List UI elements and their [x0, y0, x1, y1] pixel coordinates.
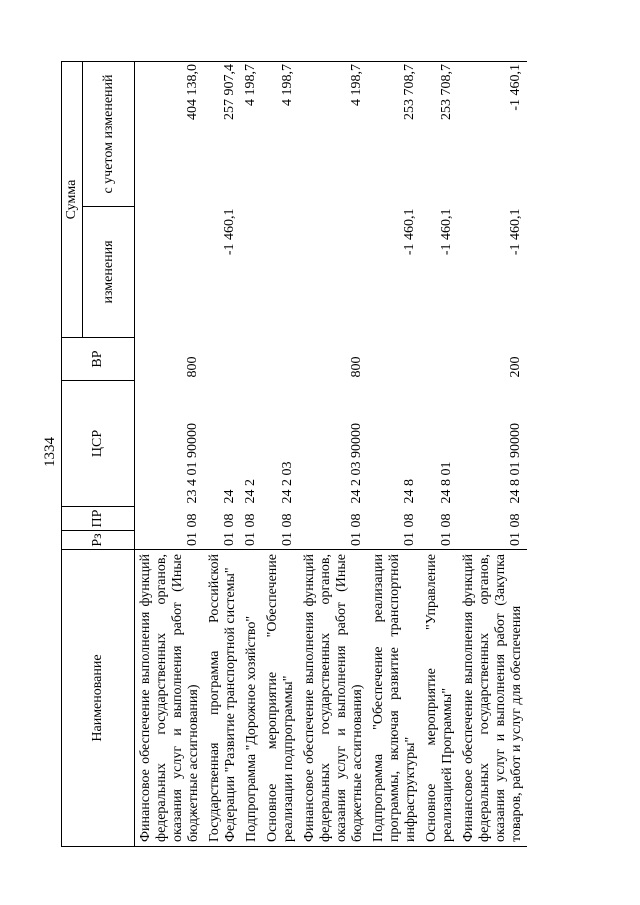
row-vr: 800	[185, 356, 200, 378]
table-row	[204, 62, 241, 847]
table-row	[368, 62, 421, 847]
row-changes	[299, 207, 368, 338]
row-name: Подпрограмма "Обеспечение реализации программы, включая развитие транспортной инфраструктуры"	[368, 550, 421, 847]
row-pr: 08	[349, 513, 364, 528]
row-vr	[368, 338, 421, 381]
header-changes: изменения	[83, 207, 135, 338]
table-row	[299, 62, 368, 847]
row-pr: 08	[222, 513, 237, 528]
row-changes: -1 460,1	[402, 208, 417, 256]
row-rz: 01	[349, 532, 364, 546]
row-name: Государственная программа Российской Федерации "Развитие транспортной системы"	[204, 550, 241, 847]
row-total: 257 907,4	[204, 62, 241, 207]
row-changes	[262, 207, 299, 338]
table-row	[135, 62, 205, 847]
row-changes	[241, 207, 262, 338]
row-name: Основное мероприятие "Обеспечение реализации подпрограммы"	[262, 550, 299, 847]
row-csr: 24 2 03 90000	[349, 423, 364, 504]
row-changes	[135, 207, 205, 338]
header-csr: ЦСР	[62, 381, 135, 507]
row-vr	[421, 338, 458, 381]
row-csr: 24 8 01	[439, 461, 454, 504]
header-pr: ПР	[62, 507, 135, 531]
row-vr: 200	[508, 356, 523, 378]
header-sum: Сумма	[62, 62, 83, 338]
row-pr: 08	[185, 513, 200, 528]
row-name: Финансовое обеспечение выполнения функций федеральных государственных органов, оказания услуг и выполнения работ (Иные бюджетные ассигнования)	[135, 550, 205, 847]
table-row	[262, 62, 299, 847]
table-row	[458, 62, 527, 847]
row-pr: 08	[402, 513, 417, 528]
row-pr: 08	[243, 513, 258, 528]
row-vr	[262, 338, 299, 381]
row-changes: -1 460,1	[508, 208, 523, 256]
row-csr: 24	[222, 489, 237, 504]
row-csr: 23 4 01 90000	[185, 423, 200, 504]
row-rz: 01	[280, 532, 295, 546]
row-rz: 01	[402, 532, 417, 546]
row-pr: 08	[439, 513, 454, 528]
budget-table	[61, 61, 527, 847]
header-with-changes: с учетом изменений	[83, 62, 135, 207]
row-name: Финансовое обеспечение выполнения функций федеральных государственных органов, оказания услуг и выполнения работ (Закупка товаров, работ и услуг для обеспечения	[458, 550, 527, 847]
row-pr: 08	[280, 513, 295, 528]
row-csr: 24 8 01 90000	[508, 423, 523, 504]
row-total: 404 138,0	[135, 62, 205, 207]
row-total: 4 198,7	[241, 62, 262, 207]
header-rz: Рз	[62, 531, 135, 550]
row-name: Основное мероприятие "Управление реализацией Программы"	[421, 550, 458, 847]
row-vr	[204, 338, 241, 381]
header-vr: ВР	[62, 338, 135, 381]
rotated-page	[61, 62, 629, 847]
row-csr: 24 2	[243, 479, 258, 504]
row-rz: 01	[243, 532, 258, 546]
row-vr: 800	[349, 356, 364, 378]
row-csr: 24 2 03	[280, 461, 295, 504]
row-csr: 24 8	[402, 479, 417, 504]
row-total: 4 198,7	[299, 62, 368, 207]
row-total: 253 708,7	[368, 62, 421, 207]
row-vr	[241, 338, 262, 381]
row-name: Подпрограмма "Дорожное хозяйство"	[241, 550, 262, 847]
header-name: Наименование	[62, 550, 135, 847]
row-pr: 08	[508, 513, 523, 528]
row-total: 253 708,7	[421, 62, 458, 207]
row-changes: -1 460,1	[222, 208, 237, 256]
row-changes: -1 460,1	[439, 208, 454, 256]
page-number: 1334	[42, 437, 58, 467]
row-name: Финансовое обеспечение выполнения функций федеральных государственных органов, оказания услуг и выполнения работ (Иные бюджетные ассигнования)	[299, 550, 368, 847]
table-row	[421, 62, 458, 847]
row-rz: 01	[439, 532, 454, 546]
row-rz: 01	[508, 532, 523, 546]
row-rz: 01	[185, 532, 200, 546]
row-total: -1 460,1	[458, 62, 527, 207]
row-total: 4 198,7	[262, 62, 299, 207]
table-row	[241, 62, 262, 847]
row-rz: 01	[222, 532, 237, 546]
